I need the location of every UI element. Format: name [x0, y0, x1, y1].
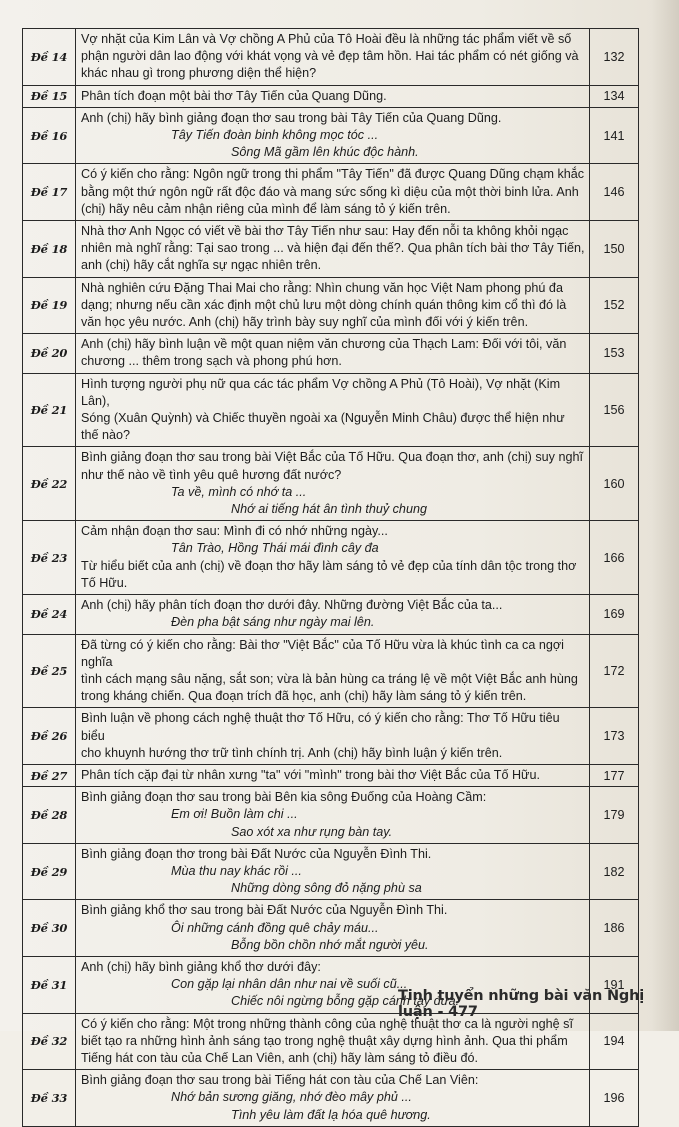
verse-line: Tình yêu làm đất lạ hóa quê hương. [231, 1107, 431, 1122]
table-row[interactable] [23, 595, 639, 634]
exercise-label: Đề 22 [30, 476, 68, 491]
title-line: Bình giảng đoạn thơ sau trong bài Việt Bắc của Tố Hữu. Qua đoạn thơ, anh (chị) suy nghĩ [81, 450, 583, 465]
page-number[interactable]: 160 [590, 447, 639, 521]
title-line: bằng một thứ ngôn ngữ rất độc đáo và mang sức sống kì diệu của một thời binh lửa. Anh [81, 184, 579, 199]
exercise-label: Đề 32 [30, 1034, 68, 1049]
exercise-title [76, 1070, 590, 1127]
title-line: Anh (chị) hãy phân tích đoạn thơ dưới đây. Những đường Việt Bắc của ta... [81, 598, 503, 613]
exercise-label-cell [23, 708, 76, 765]
exercise-label-cell [23, 787, 76, 844]
exercise-label: Đề 28 [30, 807, 68, 822]
title-line: Phân tích đoạn một bài thơ Tây Tiến của Quang Dũng. [81, 88, 387, 103]
verse-line: Em ơi! Buồn làm chi ... [171, 807, 298, 822]
exercise-title [76, 900, 590, 957]
page-number[interactable]: 166 [590, 521, 639, 595]
exercise-title [76, 764, 590, 786]
table-row[interactable] [23, 708, 639, 765]
exercise-title [76, 447, 590, 521]
page-number[interactable]: 196 [590, 1070, 639, 1127]
title-line: nhiên mà nghĩ rằng: Tại sao trong ... và hiện đại đến thế?. Qua phân tích bài thơ Tây Tiến, [81, 241, 585, 256]
verse-line: Mùa thu nay khác rồi ... [171, 863, 302, 878]
table-row[interactable] [23, 1070, 639, 1127]
exercise-label: Đề 24 [30, 607, 68, 622]
table-row[interactable] [23, 843, 639, 900]
verse-line: Chiếc nôi ngừng bỗng gặp cánh tay đưa. [231, 994, 460, 1009]
table-row[interactable] [23, 764, 639, 786]
exercise-title [76, 595, 590, 634]
title-line: Vợ nhặt của Kim Lân và Vợ chồng A Phủ của Tô Hoài đều là những tác phẩm viết về số [81, 32, 572, 46]
title-line: Bình giảng khổ thơ sau trong bài Đất Nước của Nguyễn Đình Thi. [81, 903, 448, 918]
exercise-label: Đề 16 [30, 128, 68, 143]
verse-line: Bỗng bồn chồn nhớ mắt người yêu. [231, 937, 429, 952]
page-footer: Tinh tuyển những bài văn Nghị luận - 477 [398, 988, 644, 1020]
exercise-title [76, 373, 590, 447]
table-row[interactable] [23, 521, 639, 595]
page-number[interactable]: 182 [590, 843, 639, 900]
table-row[interactable] [23, 900, 639, 957]
table-row[interactable] [23, 373, 639, 447]
title-line: Có ý kiến cho rằng: Ngôn ngữ trong thi phẩm "Tây Tiến" đã được Quang Dũng chạm khắc [81, 167, 585, 182]
page-number[interactable]: 132 [590, 29, 639, 86]
title-line: Tố Hữu. [81, 575, 128, 590]
verse-line: Những dòng sông đỏ nặng phù sa [231, 881, 422, 896]
exercise-label: Đề 18 [30, 241, 68, 256]
exercise-label-cell [23, 521, 76, 595]
title-line: (chị) hãy nêu cảm nhận riêng của mình để làm sáng tỏ ý kiến trên. [81, 201, 451, 216]
exercise-label: Đề 33 [30, 1090, 68, 1105]
page-number[interactable]: 134 [590, 85, 639, 107]
exercise-label-cell [23, 843, 76, 900]
title-line: Phân tích cặp đại từ nhân xưng "ta" với "mình" trong bài thơ Việt Bắc của Tố Hữu. [81, 767, 540, 782]
title-line: Nhà nghiên cứu Đặng Thai Mai cho rằng: Nhìn chung văn học Việt Nam phong phú đa [81, 280, 563, 295]
title-line: phận người dân lao động với khát vọng và vẻ đẹp tâm hồn. Hai tác phẩm có nét giống và [81, 49, 579, 64]
title-line: anh (chị) hãy cắt nghĩa sự ngạc nhiên trên. [81, 258, 322, 273]
page-number[interactable]: 156 [590, 373, 639, 447]
title-line: chương ... thêm trong sạch và phong phú hơn. [81, 354, 342, 369]
title-line: Tiếng hát con tàu của Chế Lan Viên, anh (chị) hãy làm sáng tỏ điều đó. [81, 1050, 478, 1065]
title-line: Bình giảng đoạn thơ trong bài Đất Nước của Nguyễn Đình Thi. [81, 846, 432, 861]
verse-line: Sông Mã gầm lên khúc độc hành. [231, 145, 419, 160]
title-line: Cảm nhận đoạn thơ sau: Mình đi có nhớ những ngày... [81, 524, 388, 539]
table-row[interactable] [23, 277, 639, 334]
title-line: tình cách mạng sâu nặng, sắt son; vừa là bản hùng ca tráng lệ về một Việt Bắc anh hùng [81, 671, 578, 686]
table-row[interactable] [23, 787, 639, 844]
exercise-title [76, 85, 590, 107]
title-line: Anh (chị) hãy bình giảng đoạn thơ sau trong bài Tây Tiến của Quang Dũng. [81, 110, 502, 125]
table-row[interactable] [23, 634, 639, 708]
title-line: dạng; nhưng nếu cần xác định một chủ lưu một dòng chính quán thông kim cổ thì đó là [81, 297, 567, 312]
title-line: trong kháng chiến. Qua đoạn trích đã học, anh (chị) hãy làm sáng tỏ ý kiến trên. [81, 689, 527, 704]
title-line: cho khuynh hướng thơ trữ tình chính trị. Anh (chị) hãy bình luận ý kiến trên. [81, 745, 503, 760]
verse-line: Tân Trào, Hồng Thái mái đình cây đa [171, 541, 379, 556]
table-of-contents [22, 28, 639, 1127]
table-row[interactable] [23, 334, 639, 373]
verse-line: Tây Tiến đoàn binh không mọc tóc ... [171, 128, 379, 143]
table-row[interactable] [23, 107, 639, 164]
exercise-title [76, 107, 590, 164]
exercise-label-cell [23, 221, 76, 278]
page-number[interactable]: 150 [590, 221, 639, 278]
title-line: Bình giảng đoạn thơ sau trong bài Tiếng hát con tàu của Chế Lan Viên: [81, 1073, 479, 1088]
title-line: Sóng (Xuân Quỳnh) và Chiếc thuyền ngoài xa (Nguyễn Minh Châu) được thể hiện như thế nào? [81, 411, 565, 443]
exercise-label-cell [23, 277, 76, 334]
exercise-label-cell [23, 373, 76, 447]
title-line: Bình luận về phong cách nghệ thuật thơ Tố Hữu, có ý kiến cho rằng: Thơ Tố Hữu tiêu biểu [81, 711, 560, 743]
exercise-title [76, 221, 590, 278]
exercise-title [76, 29, 590, 86]
exercise-title [76, 787, 590, 844]
title-line: như thế nào về tình yêu quê hương đất nước? [81, 467, 342, 482]
table-row[interactable] [23, 29, 639, 86]
exercise-label-cell [23, 1013, 76, 1070]
exercise-label: Đề 30 [30, 921, 68, 936]
title-line: khác nhau gì trong phương diện thể hiện? [81, 66, 317, 81]
exercise-label: Đề 23 [30, 550, 68, 565]
page-number[interactable]: 179 [590, 787, 639, 844]
page-number[interactable]: 194 [590, 1013, 639, 1070]
exercise-label-cell [23, 85, 76, 107]
page-number[interactable]: 186 [590, 900, 639, 957]
title-line: Có ý kiến cho rằng: Một trong những thành công của nghệ thuật thơ ca là người nghệ sĩ [81, 1016, 573, 1031]
exercise-title [76, 1013, 590, 1070]
title-line: Đã từng có ý kiến cho rằng: Bài thơ "Việt Bắc" của Tố Hữu vừa là khúc tình ca ca ngợi nghĩa [81, 637, 564, 669]
exercise-label-cell [23, 764, 76, 786]
verse-line: Ta về, mình có nhớ ta ... [171, 484, 307, 499]
exercise-label-cell [23, 595, 76, 634]
page-number[interactable]: 152 [590, 277, 639, 334]
exercise-label: Đề 14 [30, 49, 68, 64]
title-line: văn học yêu nước. Anh (chị) hãy trình bày suy nghĩ của mình đối với ý kiến trên. [81, 315, 529, 330]
verse-line: Sao xót xa như rụng bàn tay. [231, 824, 393, 839]
table-row[interactable] [23, 164, 639, 221]
title-line: Anh (chị) hãy bình giảng khổ thơ dưới đây: [81, 959, 321, 974]
table-row[interactable] [23, 447, 639, 521]
page-number[interactable]: 172 [590, 634, 639, 708]
exercise-label-cell [23, 634, 76, 708]
exercise-label: Đề 21 [30, 403, 68, 418]
title-line: biết tạo ra những hình ảnh sáng tạo trong nghệ thuật xây dựng hình ảnh. Qua thi phẩm [81, 1033, 568, 1048]
exercise-title [76, 164, 590, 221]
title-line: Anh (chị) hãy bình luận về một quan niệm văn chương của Thạch Lam: Đối với tôi, văn [81, 337, 567, 352]
exercise-label: Đề 17 [30, 185, 68, 200]
exercise-label-cell [23, 164, 76, 221]
page-number[interactable]: 169 [590, 595, 639, 634]
exercise-title [76, 334, 590, 373]
exercise-label-cell [23, 334, 76, 373]
page-number[interactable]: 191 [590, 956, 639, 1013]
exercise-label: Đề 27 [30, 768, 68, 783]
exercise-label-cell [23, 107, 76, 164]
exercise-label: Đề 19 [30, 298, 68, 313]
exercise-label: Đề 26 [30, 729, 68, 744]
exercise-label: Đề 29 [30, 864, 68, 879]
table-row[interactable] [23, 85, 639, 107]
page-number[interactable]: 177 [590, 764, 639, 786]
exercise-label-cell [23, 29, 76, 86]
title-line: Nhà thơ Anh Ngọc có viết về bài thơ Tây Tiến như sau: Hay đến nỗi ta không khỏi ngạc [81, 224, 569, 239]
verse-line: Con gặp lại nhân dân như nai về suối cũ... [171, 977, 408, 992]
title-line: Bình giảng đoạn thơ sau trong bài Bên kia sông Đuống của Hoàng Cầm: [81, 790, 487, 805]
verse-line: Ôi những cánh đồng quê chảy máu... [171, 920, 379, 935]
exercise-title [76, 521, 590, 595]
exercise-label: Đề 31 [30, 977, 68, 992]
page-number[interactable]: 173 [590, 708, 639, 765]
exercise-label-cell [23, 1070, 76, 1127]
exercise-label: Đề 15 [30, 89, 68, 104]
exercise-label-cell [23, 447, 76, 521]
exercise-label: Đề 25 [30, 663, 68, 678]
page-number[interactable]: 153 [590, 334, 639, 373]
exercise-title [76, 634, 590, 708]
book-spine-shadow [651, 0, 679, 1031]
exercise-label: Đề 20 [30, 346, 68, 361]
title-line: Từ hiểu biết của anh (chị) về đoạn thơ hãy làm sáng tỏ vẻ đẹp của tính dân tộc trong thơ [81, 558, 577, 573]
verse-line: Nhớ ai tiếng hát ân tình thuỷ chung [231, 502, 427, 517]
exercise-label-cell [23, 956, 76, 1013]
verse-line: Nhớ bản sương giăng, nhớ đèo mây phủ ... [171, 1090, 412, 1105]
verse-line: Đèn pha bật sáng như ngày mai lên. [171, 615, 375, 630]
table-row[interactable] [23, 221, 639, 278]
exercise-title [76, 843, 590, 900]
exercise-title [76, 277, 590, 334]
exercise-title [76, 708, 590, 765]
table-row[interactable] [23, 1013, 639, 1070]
exercise-label-cell [23, 900, 76, 957]
title-line: Hình tượng người phụ nữ qua các tác phẩm Vợ chồng A Phủ (Tô Hoài), Vợ nhặt (Kim Lân), [81, 376, 561, 408]
page-number[interactable]: 146 [590, 164, 639, 221]
page-number[interactable]: 141 [590, 107, 639, 164]
